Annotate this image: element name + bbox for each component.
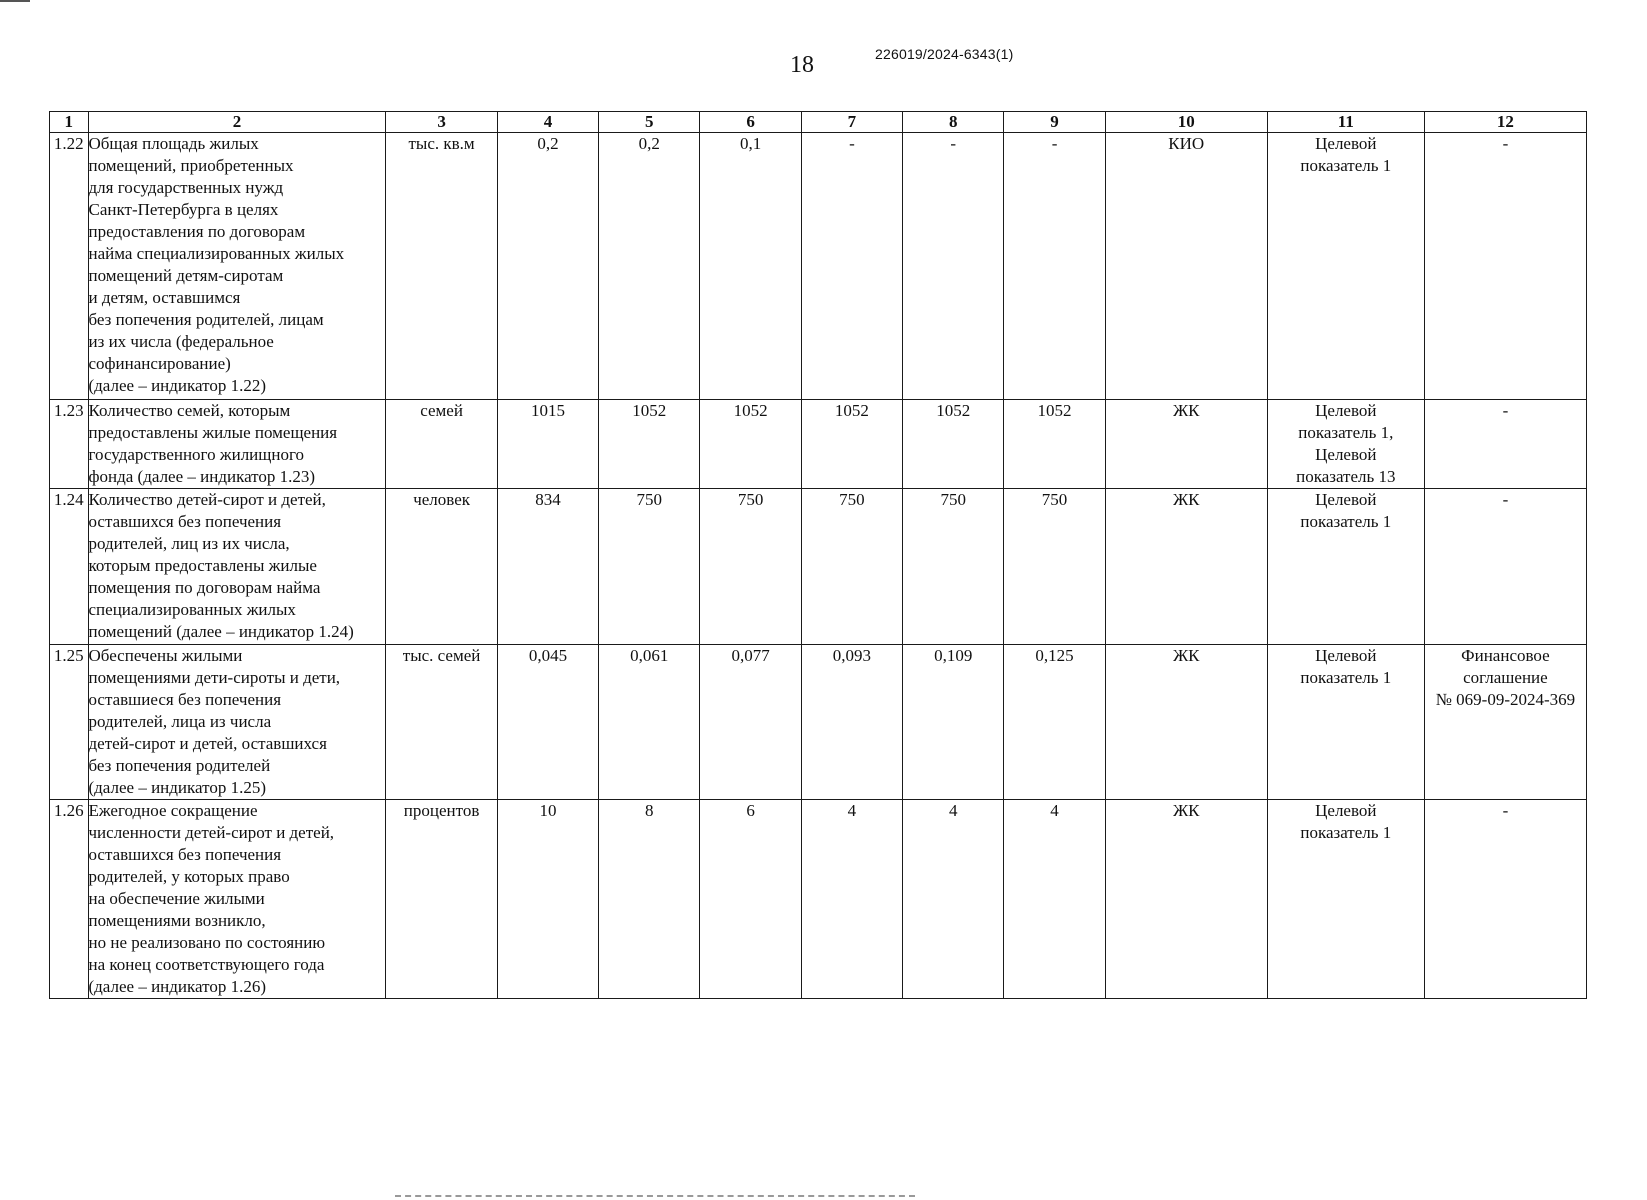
indicator-name: Общая площадь жилых помещений, приобретенных для государственных нужд Санкт-Петербурга в целях предоставления по договорам найма специализированных жилых помещений детям-сиротам и детям, оставшимся без попечения родителей, лицам из их числа (федеральное софинансирование) (далее – индикатор 1.22) [88,133,386,400]
column-header: 2 [88,112,386,133]
column-header: 6 [700,112,801,133]
value-cell: 0,1 [700,133,801,400]
column-header: 1 [50,112,89,133]
agreement-cell: Финансовое соглашение № 069-09-2024-369 [1424,645,1586,800]
value-cell: 6 [700,800,801,999]
executor-cell: ЖК [1105,800,1267,999]
value-cell: - [903,133,1004,400]
column-header: 3 [386,112,497,133]
value-cell: 4 [801,800,902,999]
target-indicator-cell: Целевой показатель 1 [1267,489,1424,645]
value-cell: 0,125 [1004,645,1105,800]
value-cell: 10 [497,800,598,999]
column-header: 5 [599,112,700,133]
value-cell: 0,045 [497,645,598,800]
indicator-name: Обеспечены жилыми помещениями дети-сироты и дети, оставшиеся без попечения родителей, лица из числа детей-сирот и детей, оставшихся без попечения родителей (далее – индикатор 1.25) [88,645,386,800]
table-row [50,800,1587,999]
unit-cell: человек [386,489,497,645]
value-cell: 0,2 [497,133,598,400]
indicators-table [49,111,1587,999]
table-row [50,400,1587,489]
value-cell: 750 [801,489,902,645]
value-cell: 8 [599,800,700,999]
column-header: 10 [1105,112,1267,133]
table-row [50,133,1587,400]
indicator-name: Количество детей-сирот и детей, оставшихся без попечения родителей, лиц из их числа, которым предоставлены жилые помещения по договорам найма специализированных жилых помещений (далее – индикатор 1.24) [88,489,386,645]
row-number: 1.24 [50,489,89,645]
table-row [50,645,1587,800]
unit-cell: процентов [386,800,497,999]
executor-cell: ЖК [1105,489,1267,645]
value-cell: 0,077 [700,645,801,800]
column-header: 11 [1267,112,1424,133]
value-cell: 1052 [599,400,700,489]
target-indicator-cell: Целевой показатель 1 [1267,645,1424,800]
value-cell: 750 [599,489,700,645]
value-cell: 750 [1004,489,1105,645]
value-cell: 4 [903,800,1004,999]
agreement-cell: - [1424,489,1586,645]
unit-cell: семей [386,400,497,489]
value-cell: 1015 [497,400,598,489]
value-cell: 0,061 [599,645,700,800]
target-indicator-cell: Целевой показатель 1, Целевой показатель 13 [1267,400,1424,489]
executor-cell: ЖК [1105,400,1267,489]
value-cell: 750 [700,489,801,645]
value-cell: 0,093 [801,645,902,800]
column-header: 8 [903,112,1004,133]
value-cell: 4 [1004,800,1105,999]
agreement-cell: - [1424,133,1586,400]
value-cell: 750 [903,489,1004,645]
table-row [50,489,1587,645]
value-cell: 834 [497,489,598,645]
column-header: 4 [497,112,598,133]
row-number: 1.22 [50,133,89,400]
agreement-cell: - [1424,400,1586,489]
scan-bottom-mark [395,1195,915,1199]
column-header: 9 [1004,112,1105,133]
indicator-name: Ежегодное сокращение численности детей-сирот и детей, оставшихся без попечения родителей, у которых право на обеспечение жилыми помещениями возникло, но не реализовано по состоянию на конец соответствующего года (далее – индикатор 1.26) [88,800,386,999]
target-indicator-cell: Целевой показатель 1 [1267,800,1424,999]
row-number: 1.26 [50,800,89,999]
executor-cell: КИО [1105,133,1267,400]
document-code: 226019/2024-6343(1) [875,46,1014,62]
indicator-name: Количество семей, которым предоставлены жилые помещения государственного жилищного фонда (далее – индикатор 1.23) [88,400,386,489]
value-cell: 1052 [801,400,902,489]
target-indicator-cell: Целевой показатель 1 [1267,133,1424,400]
value-cell: - [1004,133,1105,400]
value-cell: 1052 [1004,400,1105,489]
page-number: 18 [790,52,814,78]
column-header: 12 [1424,112,1586,133]
value-cell: - [801,133,902,400]
value-cell: 1052 [700,400,801,489]
agreement-cell: - [1424,800,1586,999]
scan-edge-mark [0,0,30,2]
unit-cell: тыс. семей [386,645,497,800]
value-cell: 0,109 [903,645,1004,800]
executor-cell: ЖК [1105,645,1267,800]
row-number: 1.25 [50,645,89,800]
table-header-row [50,112,1587,133]
unit-cell: тыс. кв.м [386,133,497,400]
value-cell: 1052 [903,400,1004,489]
value-cell: 0,2 [599,133,700,400]
row-number: 1.23 [50,400,89,489]
column-header: 7 [801,112,902,133]
